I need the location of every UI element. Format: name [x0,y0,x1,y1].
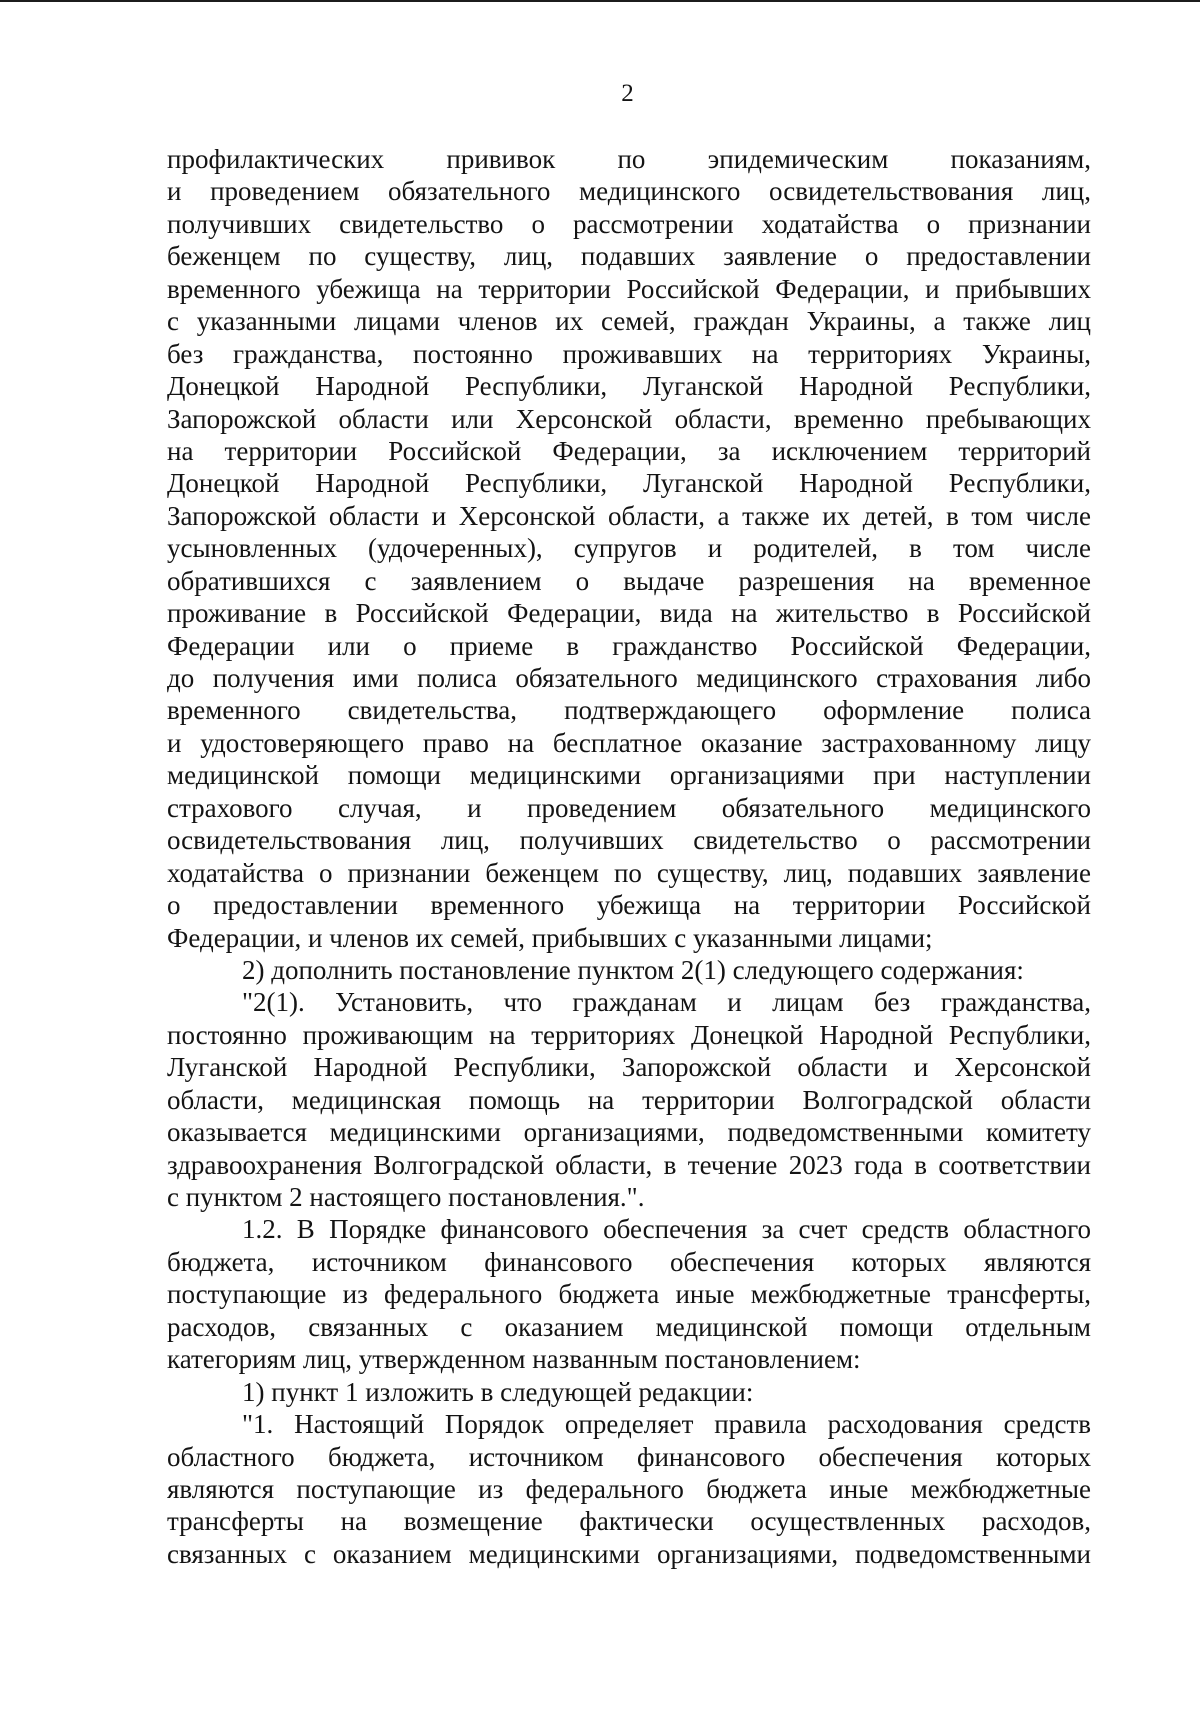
text-line: являются поступающие из федерального бюджета иные межбюджетные [167,1473,1091,1504]
text-line: категориям лиц, утвержденном названным постановлением: [167,1344,861,1375]
text-line: освидетельствования лиц, получивших свидетельство о рассмотрении [167,825,1091,856]
text-line: страхового случая, и проведением обязательного медицинского [167,792,1091,823]
text-line: расходов, связанных с оказанием медицинской помощи отдельным [167,1311,1091,1342]
text-line: "2(1). Установить, что гражданам и лицам без гражданства, [242,987,1091,1018]
text-line: Федерации, и членов их семей, прибывших с указанными лицами; [167,922,933,953]
text-line: 2) дополнить постановление пунктом 2(1) следующего содержания: [242,954,1024,985]
text-line: области, медицинская помощь на территории Волгоградской области [167,1084,1091,1115]
text-line: с пунктом 2 настоящего постановления.". [167,1182,645,1212]
document-body [167,143,1091,1570]
text-line: с указанными лицами членов их семей, граждан Украины, а также лиц [167,306,1091,337]
text-line: Запорожской области или Херсонской области, временно пребывающих [167,403,1091,434]
text-line: и удостоверяющего право на бесплатное оказание застрахованному лицу [167,727,1091,758]
text-line: Донецкой Народной Республики, Луганской Народной Республики, [167,468,1091,499]
text-line: поступающие из федерального бюджета иные межбюджетные трансферты, [167,1279,1091,1310]
text-line: Луганской Народной Республики, Запорожской области и Херсонской [167,1052,1091,1083]
text-line: связанных с оказанием медицинскими организациями, подведомственными [167,1538,1091,1569]
scan-edge-line [0,0,1200,2]
text-line: постоянно проживающим на территориях Донецкой Народной Республики, [167,1019,1091,1050]
text-line: без гражданства, постоянно проживавших на территориях Украины, [167,338,1091,369]
text-line: ходатайства о признании беженцем по существу, лиц, подавших заявление [167,857,1091,888]
text-line: временного убежища на территории Российской Федерации, и прибывших [167,273,1091,304]
text-line: Федерации или о приеме в гражданство Российской Федерации, [167,630,1091,661]
text-line: здравоохранения Волгоградской области, в течение 2023 года в соответствии [167,1149,1091,1180]
text-line: проживание в Российской Федерации, вида на жительство в Российской [167,598,1091,629]
text-line: Запорожской области и Херсонской области, а также их детей, в том числе [167,500,1091,531]
text-line: усыновленных (удочеренных), супругов и родителей, в том числе [167,533,1091,564]
text-line: оказывается медицинскими организациями, подведомственными комитету [167,1117,1091,1148]
text-line: до получения ими полиса обязательного медицинского страхования либо [167,663,1091,693]
text-line: трансферты на возмещение фактически осуществленных расходов, [167,1506,1091,1537]
text-line: 1) пункт 1 изложить в следующей редакции: [242,1376,754,1407]
text-line: получивших свидетельство о рассмотрении ходатайства о признании [167,208,1091,239]
text-line: на территории Российской Федерации, за исключением территорий [167,435,1091,466]
text-line: 1.2. В Порядке финансового обеспечения за счет средств областного [242,1214,1091,1245]
text-line: профилактических прививок по эпидемическим показаниям, [167,144,1091,174]
text-line: временного свидетельства, подтверждающего оформление полиса [167,695,1091,726]
text-line: о предоставлении временного убежища на территории Российской [167,890,1091,921]
text-line: бюджета, источником финансового обеспечения которых являются [167,1246,1091,1277]
text-line: областного бюджета, источником финансового обеспечения которых [167,1441,1091,1472]
text-line: Донецкой Народной Республики, Луганской Народной Республики, [167,371,1091,402]
text-line: обратившихся с заявлением о выдаче разрешения на временное [167,565,1091,596]
text-line: медицинской помощи медицинскими организациями при наступлении [167,760,1091,791]
text-line: беженцем по существу, лиц, подавших заявление о предоставлении [167,241,1091,272]
text-line: "1. Настоящий Порядок определяет правила расходования средств [242,1409,1091,1440]
text-line: и проведением обязательного медицинского освидетельствования лиц, [167,176,1091,207]
page-number: 2 [621,80,634,107]
